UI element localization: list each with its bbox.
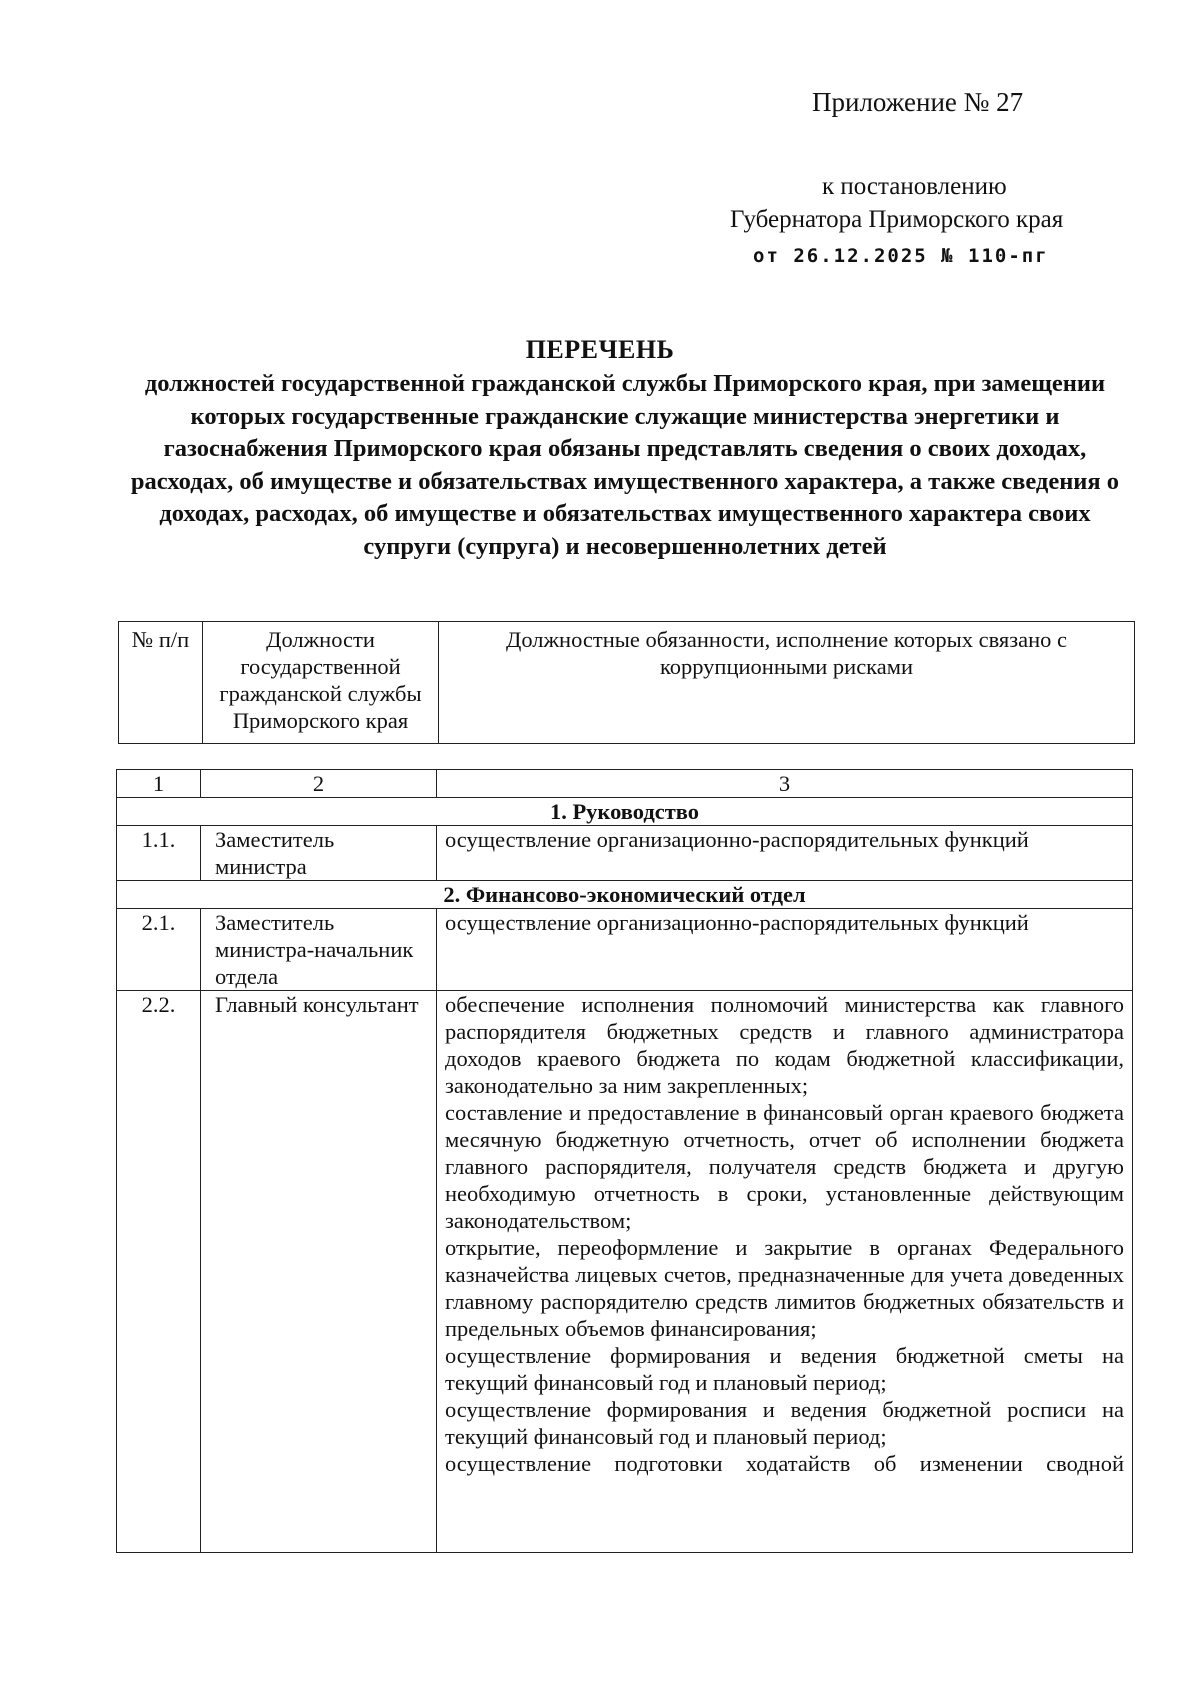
row-number: 2.1. [117,909,201,991]
table-row [117,991,1133,1553]
section-title: 2. Финансово-экономический отдел [117,881,1133,909]
decree-reference-line2: Губернатора Приморского края [730,206,1064,233]
row-duties [437,991,1133,1553]
duty-item: составление и предоставление в финансовый орган краевого бюджета месячную бюджетную отчетность, отчет об исполнении бюджета главного распорядителя, получателя средств бюджета и другую необходимую отчетность в сроки, установленные действующим законодательством; [445,1100,1124,1233]
registration-stamp: от 26.12.2025 № 110-пг [753,245,1049,267]
header-col-number: № п/п [119,622,203,744]
table-row [117,909,1133,991]
header-col-position: Должности государственной гражданской службы Приморского края [203,622,439,744]
document-title: ПЕРЕЧЕНЬ [525,335,675,364]
row-position: Главный консультант [201,991,437,1553]
row-position: Заместитель министра [201,826,437,881]
section-row [117,881,1133,909]
row-position: Заместитель министра-начальник отдела [201,909,437,991]
appendix-label: Приложение № 27 [812,87,1024,117]
section-row [117,798,1133,826]
column-number: 2 [201,770,437,798]
duty-item: открытие, переоформление и закрытие в органах Федерального казначейства лицевых счетов, предназначенные для учета доведенных главному распорядителю средств лимитов бюджетных обязательств и предельных объемов финансирования; [445,1235,1124,1341]
column-number: 3 [437,770,1133,798]
positions-table [116,769,1133,1553]
row-number: 2.2. [117,991,201,1553]
row-duties [437,826,1133,881]
duty-item: осуществление организационно-распорядительных функций [445,910,1029,935]
header-col-duties: Должностные обязанности, исполнение которых связано с коррупционными рисками [439,622,1135,744]
document-subtitle: должностей государственной гражданской службы Приморского края, при замещении которых государственные гражданские служащие министерства энергетики и газоснабжения Приморского края обязаны представлять сведения о своих доходах, расходах, об имуществе и обязательствах имущественного характера, а также сведения о доходах, расходах, об имуществе и обязательствах имущественного характера своих супруги (супруга) и несовершеннолетних детей [130,370,1120,560]
column-numbers-row [117,770,1133,798]
table-header [118,621,1135,744]
row-duties [437,909,1133,991]
duty-item: осуществление формирования и ведения бюджетной росписи на текущий финансовый год и плановый период; [445,1397,1124,1449]
table-row [117,826,1133,881]
column-number: 1 [117,770,201,798]
duty-item: осуществление организационно-распорядительных функций [445,827,1029,852]
section-title: 1. Руководство [117,798,1133,826]
duty-item: осуществление подготовки ходатайств об изменении сводной [445,1451,1124,1476]
duty-item: осуществление формирования и ведения бюджетной сметы на текущий финансовый год и плановый период; [445,1343,1124,1395]
decree-reference-line1: к постановлению [822,173,1007,200]
row-number: 1.1. [117,826,201,881]
duty-item: обеспечение исполнения полномочий министерства как главного распорядителя бюджетных средств и главного администратора доходов краевого бюджета по кодам бюджетной классификации, законодательно за ним закрепленных; [445,992,1124,1098]
